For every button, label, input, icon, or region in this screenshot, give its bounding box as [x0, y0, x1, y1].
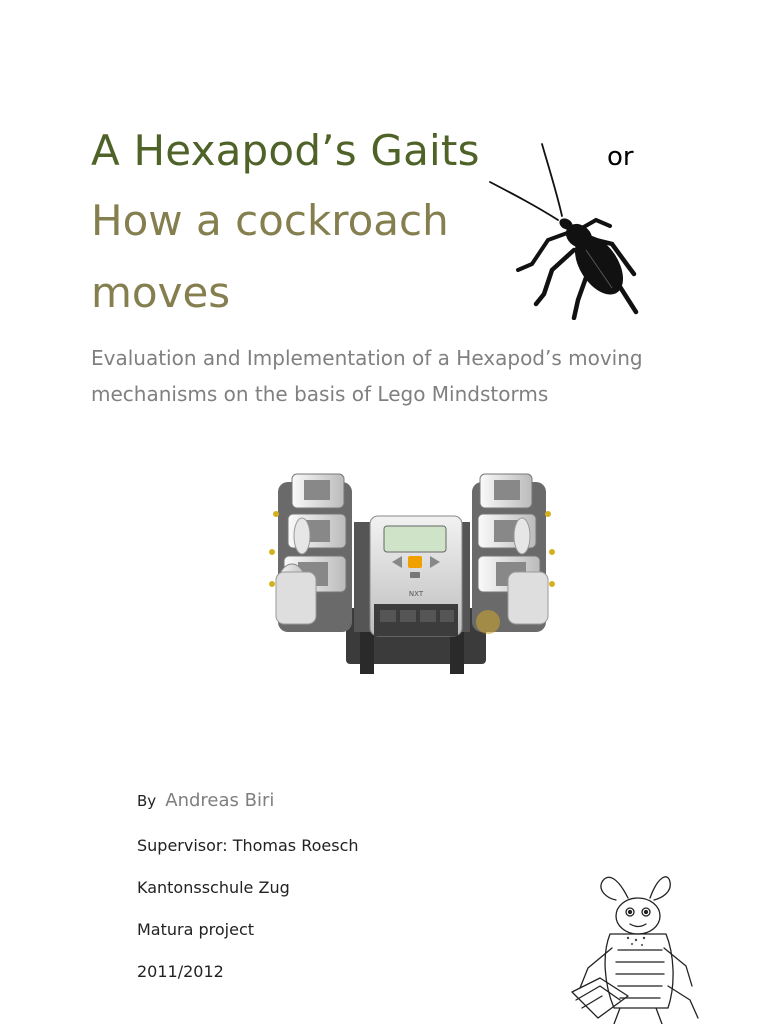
cockroach-icon — [478, 140, 648, 320]
subtitle: Evaluation and Implementation of a Hexapod’s moving mechanisms on the basis of Lego Mindstorms — [91, 346, 643, 406]
title-connector: or — [607, 142, 634, 172]
cockroach-sketch-icon — [558, 868, 708, 1024]
title-line-1: A Hexapod’s Gaits — [91, 126, 480, 175]
supervisor-line: Supervisor: Thomas Roesch — [137, 836, 359, 855]
project-line: Matura project — [137, 920, 255, 939]
author-name: Andreas Biri — [165, 790, 275, 811]
year-line: 2011/2012 — [137, 962, 224, 981]
title-line-3: moves — [91, 268, 231, 317]
robot-image — [262, 462, 562, 677]
nxt-brick-label: NXT — [408, 590, 424, 598]
title-line-2: How a cockroach — [91, 196, 449, 245]
by-label: By — [137, 792, 157, 810]
school-line: Kantonsschule Zug — [137, 878, 290, 897]
byline — [137, 790, 274, 811]
